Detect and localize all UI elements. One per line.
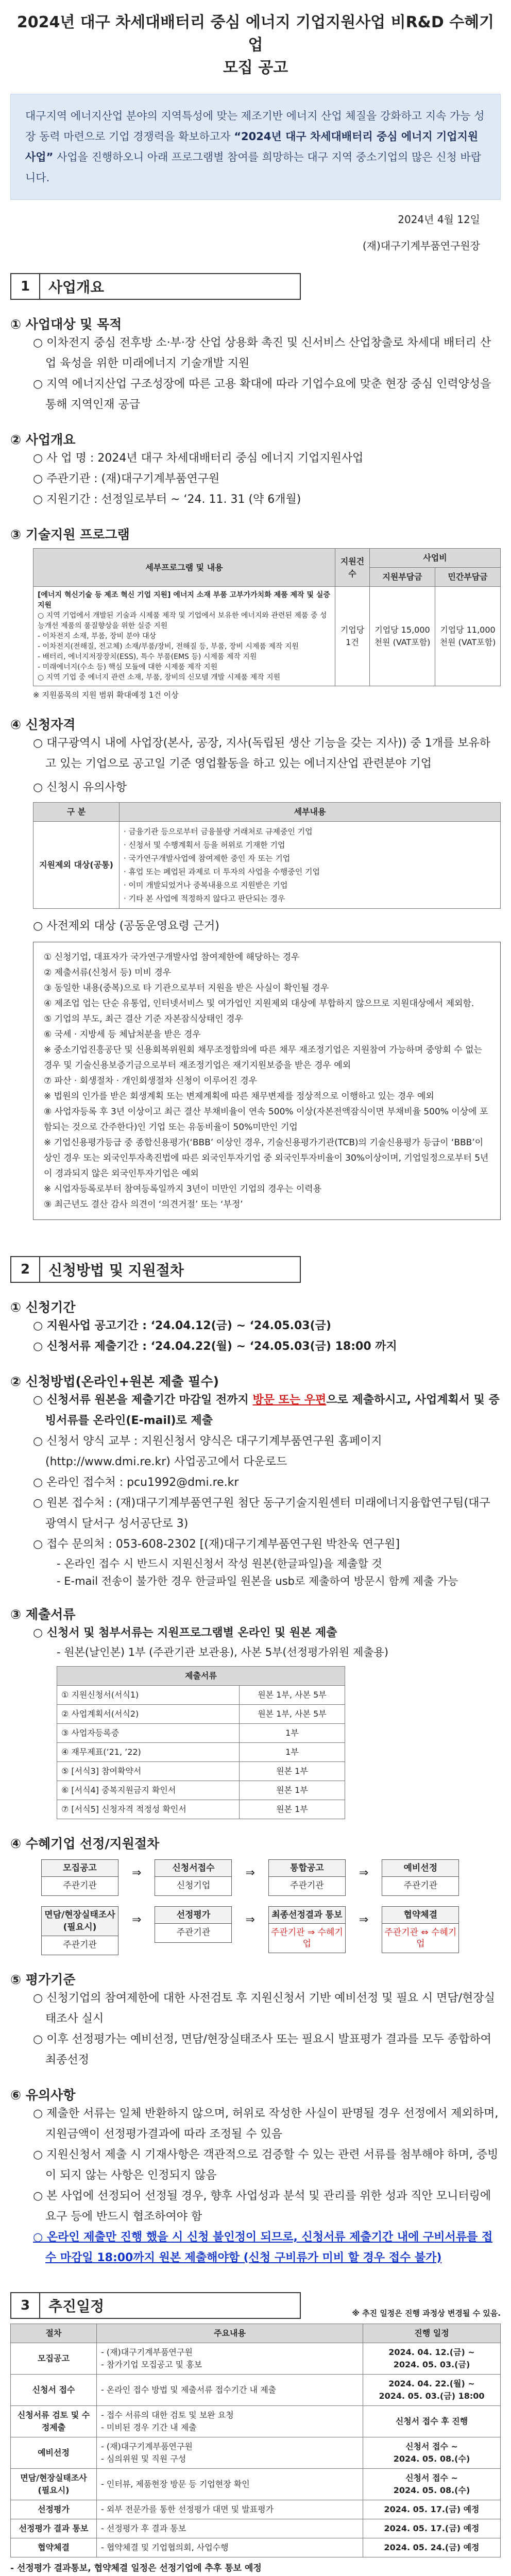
schedule-date: 신청서 접수 ~ 2024. 05. 08.(수)	[363, 2469, 501, 2500]
eligibility-title: ④ 신청자격	[10, 717, 76, 732]
schedule-step: 신청서 접수	[11, 2375, 97, 2406]
schedule-step: 선정평가 결과 통보	[11, 2519, 97, 2538]
caution-item: · 국가연구개발사업에 참여제한 중인 자 또는 기업	[124, 854, 291, 863]
doc-name: ① 지원신청서(서식1)	[57, 1686, 240, 1705]
doc-qty: 원본 1부	[240, 1762, 345, 1781]
schedule-content: - 선정평가 후 결과 통보	[97, 2519, 363, 2538]
arrow-right-icon: ⇒	[359, 1913, 369, 1926]
th-step: 절차	[11, 2324, 97, 2343]
doc-qty: 원본 1부, 사본 5부	[240, 1705, 345, 1724]
th-detail: 세부내용	[120, 803, 501, 822]
exclusion-item: ② 제출서류(신청서 등) 미비 경우	[44, 968, 172, 978]
period-item: ○ 지원사업 공고기간 : ‘24.04.12(금) ~ ‘24.05.03(금)	[33, 1319, 331, 1332]
section-1-header	[10, 273, 301, 300]
program-note: ※ 지원품목의 지원 범위 확대예정 1건 이상	[33, 690, 179, 700]
exclusion-item: ③ 동일한 내용(중복)으로 타 기관으로부터 지원을 받은 사실이 확인될 경우	[44, 983, 329, 993]
schedule-step: 신청서류 검토 및 수정제출	[11, 2406, 97, 2437]
program-line: ○ 지역 기업에서 개발된 기술과 시제품 제작 및 기업에서 보유한 에너지와 관련된 제품 중 성능개선 제품의 품질향상을 위한 실증 지원	[38, 612, 327, 630]
method-main	[33, 1390, 501, 1431]
program-support-fund: 기업당 15,000천원 (VAT포함)	[370, 587, 435, 686]
schedule-table	[10, 2324, 501, 2557]
flow-step	[382, 1906, 459, 1953]
method-dash: - 온라인 접수 시 반드시 지원신청서 작성 원본(한글파일)을 제출할 것	[57, 1557, 382, 1570]
flow-step	[382, 1859, 459, 1896]
arrow-right-icon: ⇒	[132, 1867, 142, 1879]
program-private-fund: 기업당 11,000천원 (VAT포함)	[435, 587, 501, 686]
program-line: - 이차전지(전해질, 전고체) 소재/부품/장비, 전해질 등, 부품, 장비 시제품 제작 지원	[38, 642, 299, 651]
exclusion-item: ※ 법원의 인가를 받은 회생계획 또는 변제계획에 따른 채무변제를 정상적으로 이행하고 있는 경우 예외	[44, 1091, 434, 1101]
schedule-step: 예비선정	[11, 2437, 97, 2469]
schedule-step: 선정평가	[11, 2500, 97, 2519]
announcement-page	[10, 0, 501, 2576]
notice-highlight: “2024년 대구 차세대배터리 중심 에너지 기업지원사업”	[25, 130, 479, 163]
flow-step-sub: 신청기업	[176, 1880, 211, 1891]
method-item: ○ 온라인 접수처 : pcu1992@dmi.re.kr	[33, 1476, 239, 1489]
schedule-content: - 인터뷰, 제품현장 방문 등 기업현장 확인	[97, 2469, 363, 2500]
flow-step-title: 면담/현장실태조사 (필요시)	[42, 1907, 118, 1936]
intro-notice	[10, 94, 501, 200]
schedule-content: - 외부 전문가를 통한 선정평가 대면 및 발표평가	[97, 2500, 363, 2519]
overview-item: ○ 주관기관 : (재)대구기계부품연구원	[33, 472, 220, 485]
exclusion-item: ※ 기업신용평가등급 중 종합신용평가(‘BBB’ 이상인 경우, 기술신용평가기관(TCB)의 기술신용평가 등급이 ‘BBB’이상인 경우 또는 외국인투자촉진법에 따른 외국인투자기업 중 외국인투자비율이 30%이상이며, 기업일정으로부터 5년이 경과되지 않은 외국인투자기업은 예외	[44, 1138, 489, 1179]
flow-step	[268, 1906, 346, 1953]
program-table	[33, 548, 501, 686]
schedule-date: 2024. 05. 17.(금) 예정	[363, 2500, 501, 2519]
eval-item: ○ 신청기업의 참여제한에 대한 사전검토 후 지원신청서 기반 예비선정 및 필요 시 면담/현장실태조사 실시	[33, 1992, 495, 2025]
schedule-content: - (재)대구기계부품연구원 - 참가기업 모집공고 및 홍보	[97, 2343, 363, 2375]
program-content	[33, 587, 335, 686]
schedule-content: - 온라인 접수 방법 및 제출서류 접수기간 내 제출	[97, 2375, 363, 2406]
overview-item: ○ 지원기간 : 선정일로부터 ~ ‘24. 11. 31 (약 6개월)	[33, 493, 301, 506]
caution2-item: ○ 지원신청서 제출 시 기재사항은 객관적으로 검증할 수 있는 관련 서류를 첨부해야 하며, 증빙이 되지 않는 사항은 인정되지 않음	[33, 2148, 499, 2182]
schedule-footnote: - 선정평가 결과통보, 협약체결 일정은 선정기업에 추후 통보 예정	[10, 2563, 262, 2573]
flow-step	[268, 1859, 346, 1896]
announcement-date: 2024년 4월 12일	[398, 213, 480, 226]
title-line2: 모집 공고	[223, 59, 288, 77]
schedule-date: 2024. 04. 22.(월) ~ 2024. 05. 03.(금) 18:00	[363, 2375, 501, 2406]
caution-table	[33, 802, 501, 909]
th-content: 세부프로그램 및 내용	[33, 549, 335, 587]
schedule-date: 2024. 05. 17.(금) 예정	[363, 2519, 501, 2538]
flow-step-sub: 주관기관	[403, 1880, 438, 1891]
method-item: ○ 접수 문의처 : 053-608-2302 [(재)대구기계부품연구원 박찬욱 연구원]	[33, 1538, 400, 1551]
schedule-date: 신청서 접수 ~ 2024. 05. 08.(수)	[363, 2437, 501, 2469]
flow-step-title: 모집공고	[42, 1860, 118, 1877]
schedule-content: - (재)대구기계부품연구원 - 심의위원 및 직원 구성	[97, 2437, 363, 2469]
arrow-right-icon: ⇒	[245, 1867, 255, 1879]
section-title: 신청방법 및 지원절차	[48, 1262, 184, 1279]
doc-qty: 원본 1부	[240, 1800, 345, 1819]
purpose-item: ○ 이차전지 중심 전후방 소·부·장 산업 상용화 촉진 및 신서비스 산업창출로 차세대 배터리 산업 육성을 위한 미래에너지 기술개발 지원	[33, 336, 491, 370]
arrow-right-icon: ⇒	[359, 1867, 369, 1879]
flow-step	[155, 1859, 232, 1896]
flow-step-title: 신청서접수	[155, 1860, 231, 1877]
caution2-title: ⑥ 유의사항	[10, 2088, 76, 2103]
section-number: 1	[11, 274, 40, 299]
method-item: ○ 신청서 양식 교부 : 지원신청서 양식은 대구기계부품연구원 홈페이지(http://www.dmi.re.kr) 사업공고에서 다운로드	[33, 1435, 382, 1468]
exclusion-item: ④ 제조업 업는 단순 유통업, 인터넷서비스 및 여가업인 지원제외 대상에 부합하지 않으므로 지원대상에서 제외함.	[44, 998, 474, 1009]
program-title: ③ 기술지원 프로그램	[10, 527, 130, 542]
flow-step-sub: 주관기관	[290, 1880, 324, 1891]
section-number: 2	[11, 1257, 40, 1282]
docs-table	[57, 1666, 345, 1819]
caution-item: · 기타 본 사업에 적정하지 않다고 판단되는 경우	[124, 894, 285, 903]
title-line1: 2024년 대구 차세대배터리 중심 에너지 기업지원사업 비R&D 수혜기업	[16, 13, 495, 54]
th-content: 주요내용	[97, 2324, 363, 2343]
docs-table-header: 제출서류	[57, 1667, 345, 1686]
section-title: 추진일정	[48, 2298, 105, 2315]
caution-item: · 금융기관 등으로부터 금융불량 거래처로 규제중인 기업	[124, 827, 313, 836]
program-line: - 이차전지 소재, 부품, 장비 분야 대상	[38, 632, 156, 640]
docs-title: ③ 제출서류	[10, 1607, 76, 1622]
eval-item: ○ 이후 선정평가는 예비선정, 면담/현장실태조사 또는 필요시 발표평가 결과를 모두 종합하여 최종선정	[33, 2033, 491, 2066]
method-item: ○ 원본 접수처 : (재)대구기계부품연구원 첨단 동구기술지원센터 미래에너지융합연구팀(대구광역시 달서구 성서공단로 3)	[33, 1497, 490, 1530]
doc-name: ⑦ [서식5] 신청자격 적정성 확인서	[57, 1800, 240, 1819]
flow-step-title: 통합공고	[269, 1860, 345, 1877]
flow-step	[41, 1906, 118, 1955]
section-number: 3	[11, 2293, 40, 2318]
flow-step-sub: 주관기관 ⇒ 수혜기업	[270, 1927, 343, 1949]
flow-step-sub: 주관기관	[176, 1927, 211, 1938]
arrow-right-icon: ⇒	[245, 1913, 255, 1926]
docs-sub: - 원본(날인본) 1부 (주관기관 보관용), 사본 5부(선정평가위원 제출용)	[57, 1646, 389, 1658]
period-item: ○ 신청서류 제출기간 : ‘24.04.22(월) ~ ‘24.05.03(금) 18:00 까지	[33, 1340, 397, 1353]
flow-step-title: 최종선정결과 통보	[269, 1907, 345, 1924]
doc-qty: 1부	[240, 1724, 345, 1743]
notice-text2: 사업을 진행하오니 아래 프로그램별 참여를 희망하는 대구 지역 중소기업의 많은 신청 바랍니다.	[25, 151, 482, 184]
method-post: 으로 제출하시고, 사업계획서 및 증빙서류를 온라인(E-mail)로 제출	[45, 1394, 500, 1427]
arrow-right-icon: ⇒	[132, 1913, 142, 1926]
flow-title: ④ 수혜기업 선정/지원절차	[10, 1836, 160, 1851]
exclusion-item: ⑥ 국세 · 지방세 등 체납처분을 받은 경우	[44, 1029, 201, 1040]
schedule-step: 면담/현장실태조사 (필요시)	[11, 2469, 97, 2500]
flow-step	[41, 1859, 118, 1896]
section-title: 사업개요	[48, 279, 105, 296]
schedule-content: - 협약체결 및 기업협의회, 사업수행	[97, 2538, 363, 2557]
program-count: 기업당 1건	[335, 587, 370, 686]
schedule-step: 모집공고	[11, 2343, 97, 2375]
doc-name: ③ 사업자등록증	[57, 1724, 240, 1743]
exclusion-item: ⑨ 최근년도 결산 감사 의견이 ‘의견거절’ 또는 ‘부정’	[44, 1199, 243, 1210]
section-2-header	[10, 1256, 301, 1283]
schedule-note: ※ 추진 일정은 진행 과정상 변경될 수 있음.	[352, 2309, 501, 2318]
flow-step	[155, 1906, 232, 1943]
caution2-item: ○ 제출한 서류는 일체 반환하지 않으며, 허위로 작성한 사실이 판명될 경우 선정에서 제외하며, 지원금액이 선정평가결과에 따라 조정될 수 있음	[33, 2107, 499, 2141]
flow-step-title: 협약체결	[382, 1907, 458, 1924]
th-category: 구 분	[33, 803, 120, 822]
schedule-date: 2024. 04. 12.(금) ~ 2024. 05. 03.(금)	[363, 2343, 501, 2375]
doc-qty: 1부	[240, 1743, 345, 1762]
method-pre: ○ 신청서류 원본을 제출기간 마감일 전까지	[33, 1394, 249, 1406]
doc-qty: 원본 1부	[240, 1781, 345, 1800]
schedule-date: 2024. 05. 24.(금) 예정	[363, 2538, 501, 2557]
docs-intro: ○ 신청서 및 첨부서류는 지원프로그램별 온라인 및 원본 제출	[33, 1626, 337, 1639]
flow-row-1	[41, 1859, 501, 1896]
caution2-item: ○ 본 사업에 선정되어 선정될 경우, 향후 사업성과 분석 및 관리를 위한 성과 직안 모니터링에 요구 등에 반드시 협조하여야 함	[33, 2190, 491, 2223]
caution-item: · 신청서 및 수행계획서 등을 허위로 기재한 기업	[124, 840, 285, 850]
caution-item: · 휴업 또는 폐업된 과제로 더 투자의 사업을 수행중인 기업	[124, 867, 320, 876]
schedule-step: 협약체결	[11, 2538, 97, 2557]
overview-item: ○ 사 업 명 : 2024년 대구 차세대배터리 중심 에너지 기업지원사업	[33, 452, 364, 465]
caution-row-label: 지원제외 대상(공통)	[33, 822, 120, 909]
method-title: ② 신청방법(온라인+원본 제출 필수)	[10, 1374, 219, 1389]
exclusion-item: ⑦ 파산 · 회생절차 · 개인회생절차 신청이 이루어진 경우	[44, 1076, 258, 1086]
doc-name: ② 사업계획서(서식2)	[57, 1705, 240, 1724]
th-count: 지원건수	[335, 549, 370, 587]
exclusion-item: ⑧ 사업자등록 후 3년 이상이고 최근 결산 부채비율이 연속 500% 이상(자본전액잠식이면 부채비율 500% 이상에 포함되는 것으로 간주한다)인 기업 또는 유동비율이 50%미만인 기업	[44, 1107, 488, 1132]
final-notice: ○ 온라인 제출만 진행 했을 시 신청 불인정이 되므로, 신청서류 제출기간 내에 구비서류를 접수 마감일 18:00까지 원본 제출해야함 (신청 구비류가 미비 할 경우 접수 불가)	[33, 2231, 493, 2264]
schedule-date: 신청서 접수 후 진행	[363, 2406, 501, 2437]
caution-item: · 이미 개발되었거나 중복내용으로 지원받은 기업	[124, 880, 288, 890]
flow-step-title: 예비선정	[382, 1860, 458, 1877]
eval-title: ⑤ 평가기준	[10, 1972, 76, 1987]
exclusion-item: ※ 시업자등록로부터 참여등록일까지 3년이 미만인 기업의 경우는 이력용	[44, 1184, 322, 1194]
period-title: ① 신청기간	[10, 1300, 76, 1315]
exclusion-item: ① 신청기업, 대표자가 국가연구개발사업 참여제한에 해당하는 경우	[44, 952, 300, 962]
doc-name: ⑥ [서식4] 중복지원금지 확인서	[57, 1781, 240, 1800]
th-budget: 사업비	[370, 549, 501, 568]
th-support: 지원부담금	[370, 568, 435, 587]
doc-name: ④ 재무제표(’21, ’22)	[57, 1743, 240, 1762]
announcing-org: (재)대구기계부품연구원장	[362, 240, 480, 252]
caution-items	[120, 822, 501, 909]
caution-title: ○ 신청시 유의사항	[33, 781, 127, 794]
eligibility-text: ○ 대구광역시 내에 사업장(본사, 공장, 지사(독립된 생산 기능을 갖는 지사)) 중 1개를 보유하고 있는 기업으로 공고일 기준 영업활동을 하고 있는 에너지산업 관련분야 기업	[33, 737, 491, 770]
exclusion-box	[33, 942, 501, 1220]
notice-text1: 대구지역 에너지산업 분야의 지역특성에 맞는 제조기반 에너지 산업 체질을 강화하고 지속 가능 성장 동력 마련으로 기업 경쟁력을 확보하고자	[25, 110, 485, 143]
program-line: - 미래에너지(수소 등) 핵심 모듈에 대한 시제품 제작 지원	[38, 663, 218, 671]
method-red: 방문 또는 우편	[252, 1394, 327, 1406]
doc-qty: 원본 1부, 사본 5부	[240, 1686, 345, 1705]
program-content-title: [에너지 혁신기술 등 제조 혁신 기업 지원] 에너지 소재 부품 고부가가치화 제품 제작 및 실증 지원	[38, 591, 330, 609]
overview-title: ② 사업개요	[10, 432, 76, 447]
schedule-content: - 접수 서류의 대한 검토 및 보완 요청 - 미비된 경우 기간 내 제출	[97, 2406, 363, 2437]
flow-step-title: 선정평가	[155, 1907, 231, 1924]
flow-row-2	[41, 1906, 501, 1955]
th-date: 진행 일정	[363, 2324, 501, 2343]
purpose-item: ○ 지역 에너지산업 구조성장에 따른 고용 확대에 따라 기업수요에 맞춘 현장 중심 인력양성을 통해 지역인재 공급	[33, 378, 491, 411]
th-private: 민간부담금	[435, 568, 501, 587]
flow-step-sub: 주관기관	[63, 1880, 97, 1891]
exclusion-title: ○ 사전제외 대상 (공동운영요령 근거)	[33, 920, 219, 933]
exclusion-item: ※ 중소기업진흥공단 및 신용회복위원회 채무조정합의에 따른 채무 재조정기업은 지원참여 가능하며 중앙회 수 없는 경우 및 기술신용보증기금으로부터 재조정기업은 재기지원보증을 받은 경우 예외	[44, 1045, 482, 1071]
program-line: - 배터리, 에너지저장장치(ESS), 특수 부품(EMS 등) 시제품 제작 지원	[38, 653, 257, 661]
program-line: ○ 지역 기업 중 에너지 관련 소재, 부품, 장비의 신모델 개발 시제품 제작 지원	[38, 673, 281, 682]
page-title	[10, 0, 501, 79]
exclusion-item: ⑤ 기업의 부도, 최근 결산 기준 자본잠식상태인 경우	[44, 1014, 243, 1024]
purpose-title: ① 사업대상 및 목적	[10, 317, 122, 332]
flow-step-sub: 주관기관	[63, 1940, 97, 1950]
doc-name: ⑤ [서식3] 참여확약서	[57, 1762, 240, 1781]
flow-step-sub: 주관기관 ⇔ 수혜기업	[384, 1927, 457, 1949]
method-dash: - E-mail 전송이 불가한 경우 한글파일 원본을 usb로 제출하여 방문시 함께 제출 가능	[57, 1575, 458, 1587]
